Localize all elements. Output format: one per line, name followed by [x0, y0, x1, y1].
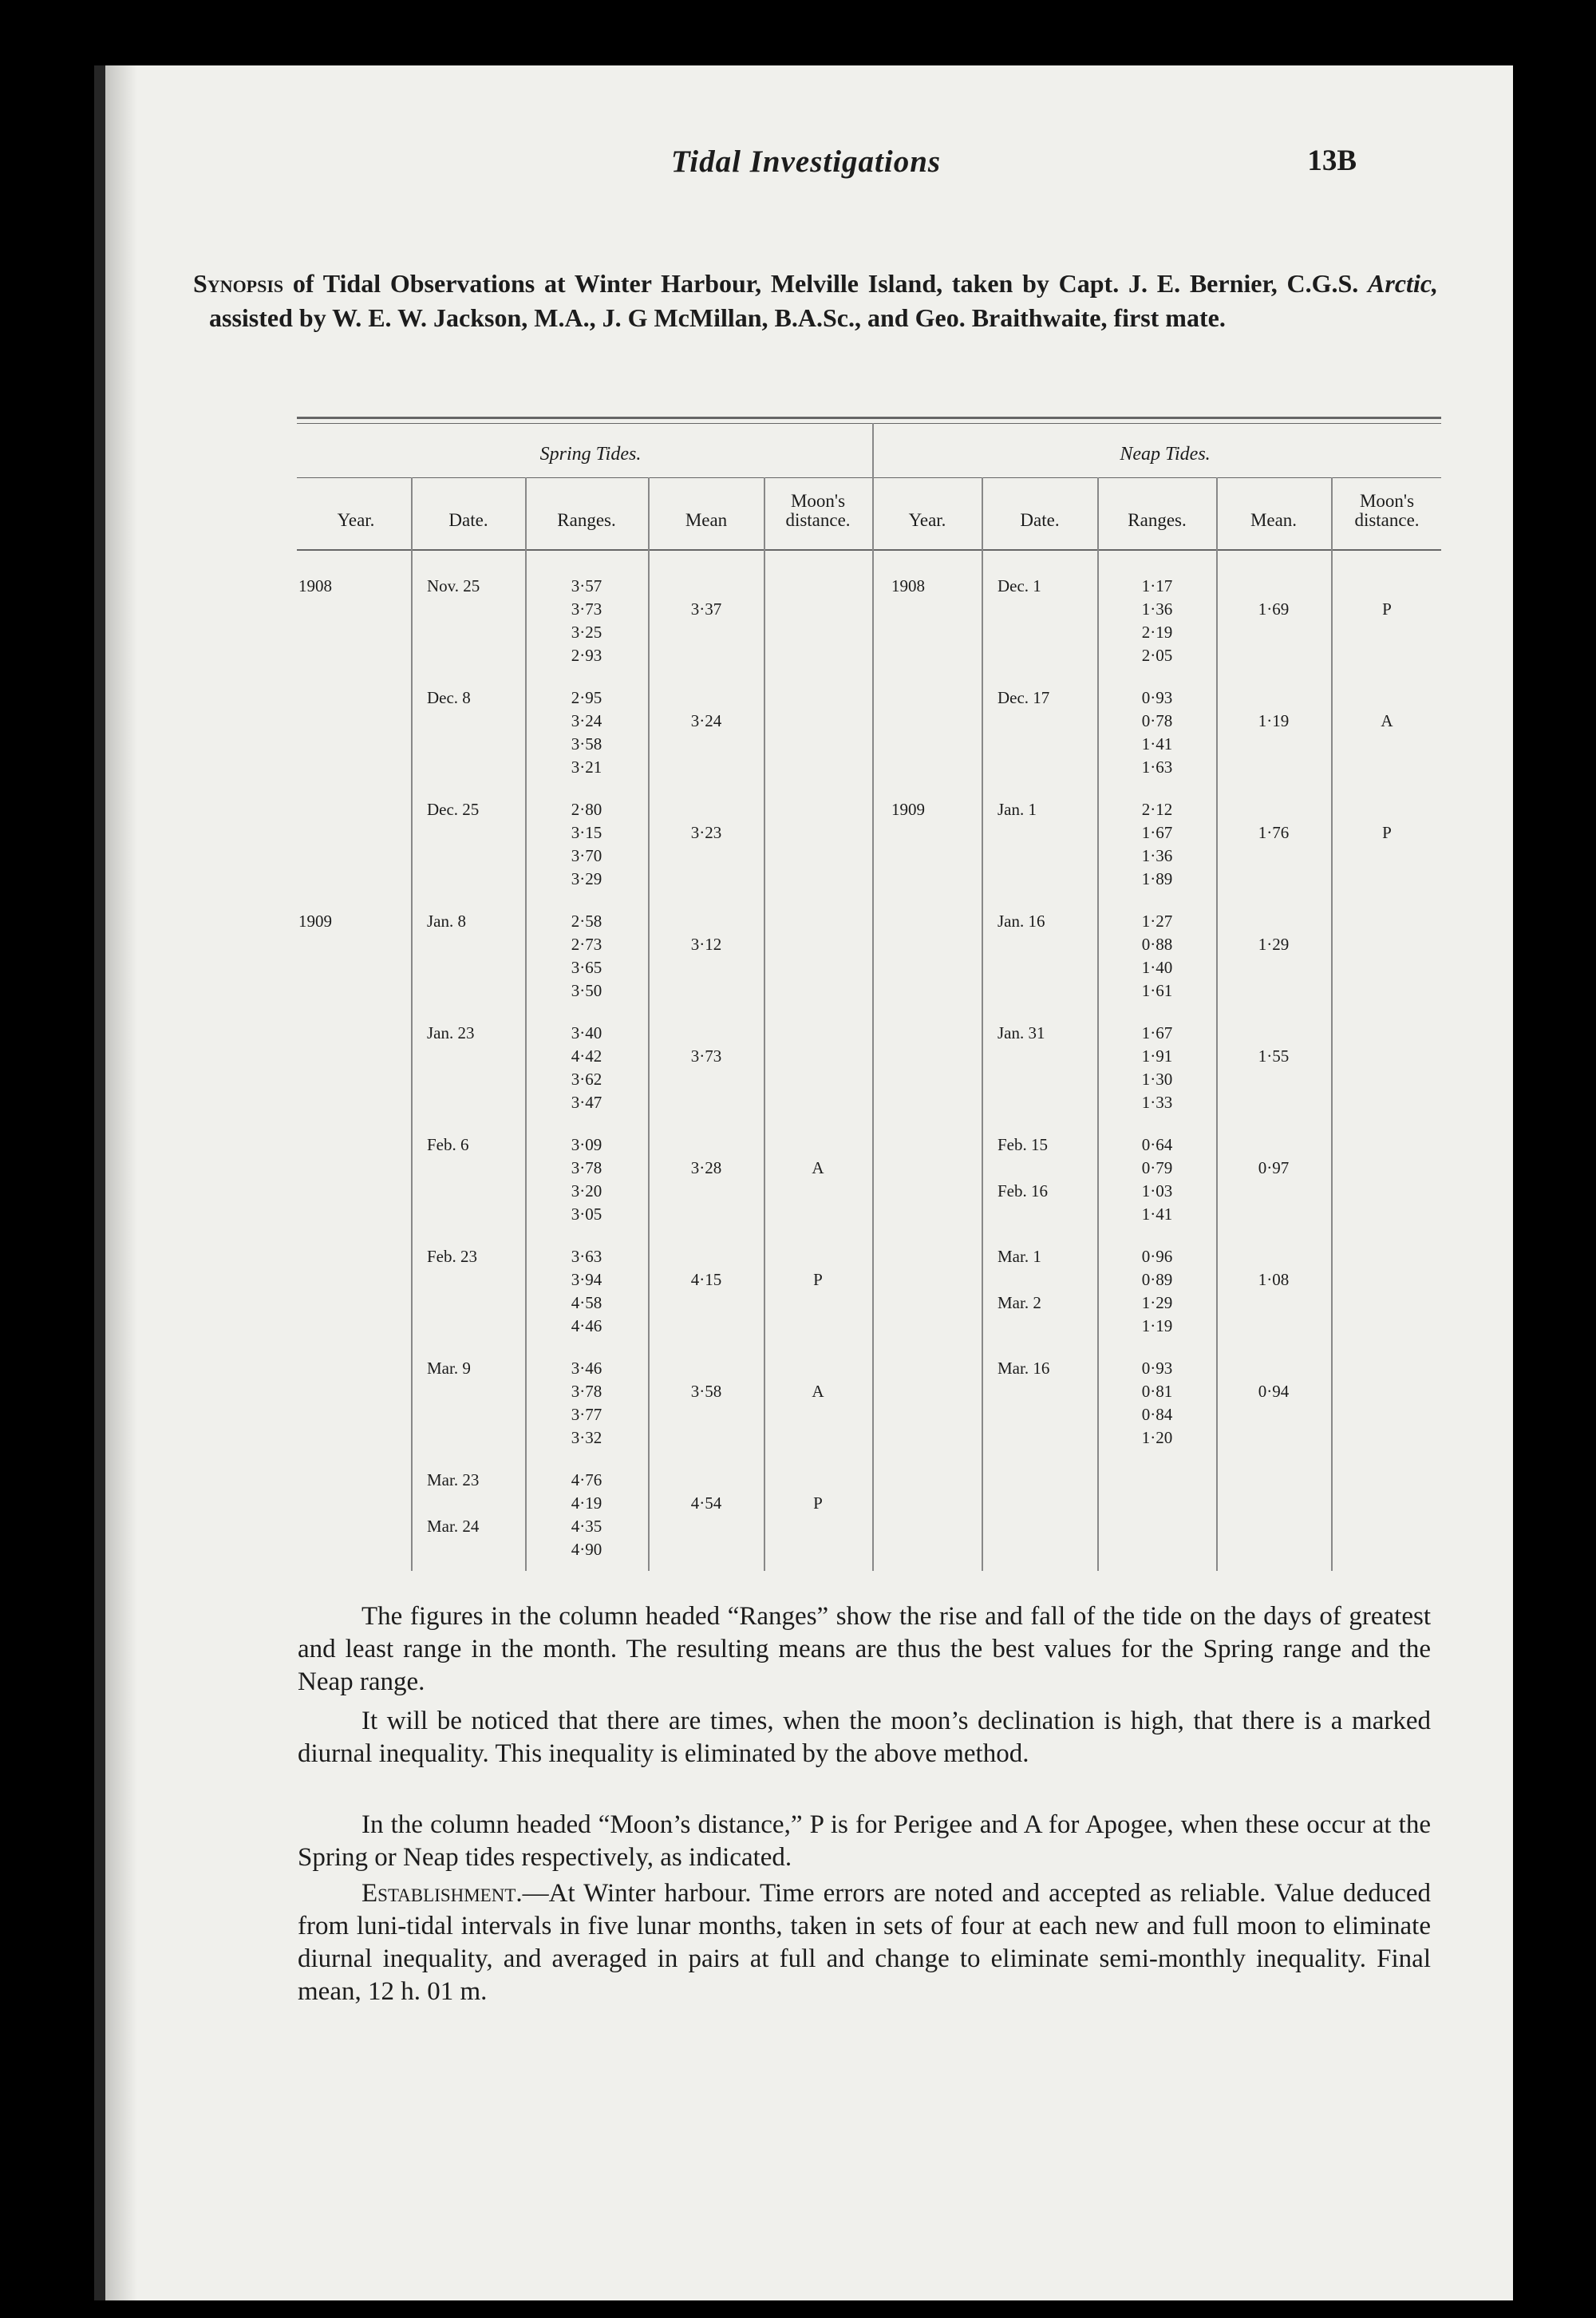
neap-moon-distance-cell: P — [1382, 599, 1392, 619]
col-header-date: Date. — [448, 510, 488, 530]
neap-date-cell: Mar. 1 — [998, 1247, 1041, 1266]
neap-range-cell: 0·93 — [1141, 688, 1173, 707]
spring-date-cell: Feb. 23 — [427, 1247, 477, 1266]
establishment-lead: Establishment. — [361, 1879, 523, 1908]
spring-range-cell: 3·20 — [571, 1181, 602, 1201]
col-header-neap-date: Date. — [1020, 510, 1060, 530]
neap-range-cell: 1·89 — [1141, 869, 1173, 888]
spring-range-cell: 3·46 — [571, 1359, 602, 1378]
neap-range-cell: 0·89 — [1141, 1270, 1173, 1289]
spring-date-cell: Dec. 25 — [427, 800, 480, 819]
neap-range-cell: 2·05 — [1141, 646, 1173, 665]
neap-range-cell: 1·27 — [1141, 912, 1173, 931]
group-header-rule — [297, 477, 1441, 478]
spring-range-cell: 4·46 — [571, 1316, 602, 1335]
spring-moon-distance-cell: P — [813, 1270, 823, 1289]
spine-shadow — [105, 65, 137, 2300]
neap-date-cell: Feb. 16 — [998, 1181, 1048, 1201]
neap-moon-distance-cell: P — [1382, 823, 1392, 842]
neap-mean-cell: 1·08 — [1258, 1270, 1290, 1289]
col-header-neap-moon-distance: Moon's distance. — [1354, 491, 1420, 530]
neap-range-cell: 2·12 — [1141, 800, 1173, 819]
neap-date-cell: Mar. 2 — [998, 1293, 1041, 1312]
spring-year-cell: 1909 — [298, 912, 332, 931]
neap-range-cell: 1·41 — [1141, 1204, 1173, 1224]
neap-date-cell: Jan. 16 — [998, 912, 1045, 931]
spring-range-cell: 3·40 — [571, 1023, 602, 1042]
neap-range-cell: 0·81 — [1141, 1382, 1173, 1401]
spring-range-cell: 4·42 — [571, 1046, 602, 1066]
spring-range-cell: 3·24 — [571, 711, 602, 730]
neap-range-cell: 1·91 — [1141, 1046, 1173, 1066]
spring-range-cell: 4·90 — [571, 1540, 602, 1559]
caption-text-after: assisted by W. E. W. Jackson, M.A., J. G McMillan, B.A.Sc., and Geo. Braithwaite, first mate. — [209, 303, 1226, 332]
note-diurnal-inequality: It will be noticed that there are times, when the moon’s declination is high, that there is a marked diurnal inequality. This inequality is eliminated by the above method. — [298, 1707, 1431, 1768]
table-caption — [193, 267, 1438, 335]
spring-range-cell: 3·62 — [571, 1070, 602, 1089]
col-header-ranges: Ranges. — [557, 510, 616, 530]
neap-range-cell: 0·79 — [1141, 1158, 1173, 1177]
spring-range-cell: 3·65 — [571, 958, 602, 977]
spring-mean-cell: 3·37 — [690, 599, 722, 619]
spring-range-cell: 2·73 — [571, 935, 602, 954]
spring-moon-distance-cell: P — [813, 1493, 823, 1513]
neap-range-cell: 1·03 — [1141, 1181, 1173, 1201]
caption-text: of Tidal Observations at Winter Harbour, Melville Island, taken by Capt. J. E. Bernier, C.G.S. — [292, 269, 1359, 298]
table-top-rule-2 — [297, 423, 1441, 424]
establishment-text: —At Winter harbour. Time errors are noted and accepted as reliable. Value deduced from luni-tidal intervals in five lunar months, taken in sets of four at each new and full moon to eliminate diurnal inequality, and averaged in pairs at full and change to eliminate semi-monthly inequality. Final mean, 12 h. 01 m. — [298, 1879, 1431, 2006]
neap-tides-header: Neap Tides. — [1120, 444, 1211, 465]
neap-year-cell: 1909 — [891, 800, 925, 819]
neap-date-cell: Dec. 1 — [998, 576, 1041, 595]
divider-neap-year-date — [982, 477, 983, 1571]
divider-neap-mean-moon — [1331, 477, 1333, 1571]
neap-range-cell: 1·40 — [1141, 958, 1173, 977]
running-header-title: Tidal Investigations — [670, 144, 942, 179]
neap-range-cell: 1·63 — [1141, 758, 1173, 777]
neap-year-cell: 1908 — [891, 576, 925, 595]
spring-date-cell: Jan. 8 — [427, 912, 466, 931]
divider-ranges-mean — [648, 477, 650, 1571]
spring-tides-header: Spring Tides. — [539, 444, 642, 465]
spring-range-cell: 4·76 — [571, 1470, 602, 1489]
neap-date-cell: Dec. 17 — [998, 688, 1050, 707]
spring-range-cell: 3·47 — [571, 1093, 602, 1112]
neap-range-cell: 1·19 — [1141, 1316, 1173, 1335]
ship-name: Arctic, — [1368, 269, 1439, 298]
spring-date-cell: Mar. 24 — [427, 1517, 480, 1536]
spring-range-cell: 3·09 — [571, 1135, 602, 1154]
divider-neap-ranges-mean — [1216, 477, 1218, 1571]
column-header-rule — [297, 549, 1441, 551]
spring-range-cell: 4·19 — [571, 1493, 602, 1513]
spring-date-cell: Mar. 9 — [427, 1359, 471, 1378]
neap-mean-cell: 1·69 — [1258, 599, 1290, 619]
neap-range-cell: 2·19 — [1141, 623, 1173, 642]
neap-mean-cell: 1·55 — [1258, 1046, 1290, 1066]
neap-range-cell: 1·30 — [1141, 1070, 1173, 1089]
neap-range-cell: 0·93 — [1141, 1359, 1173, 1378]
neap-moon-distance-cell: A — [1381, 711, 1393, 730]
book-spine — [94, 65, 105, 2300]
spring-range-cell: 3·15 — [571, 823, 602, 842]
neap-date-cell: Mar. 16 — [998, 1359, 1050, 1378]
spring-date-cell: Jan. 23 — [427, 1023, 475, 1042]
neap-mean-cell: 1·29 — [1258, 935, 1290, 954]
neap-range-cell: 0·88 — [1141, 935, 1173, 954]
col-header-neap-mean: Mean. — [1250, 510, 1298, 530]
note-moon-distance: In the column headed “Moon’s distance,” P is for Perigee and A for Apogee, when these occur at the Spring or Neap tides respectively, as indicated. — [298, 1810, 1431, 1872]
neap-mean-cell: 0·94 — [1258, 1382, 1290, 1401]
neap-date-cell: Feb. 15 — [998, 1135, 1048, 1154]
neap-range-cell: 1·61 — [1141, 981, 1173, 1000]
col-header-neap-ranges: Ranges. — [1128, 510, 1187, 530]
spring-range-cell: 3·77 — [571, 1405, 602, 1424]
spring-range-cell: 3·57 — [571, 576, 602, 595]
neap-date-cell: Jan. 1 — [998, 800, 1037, 819]
neap-mean-cell: 1·19 — [1258, 711, 1290, 730]
neap-range-cell: 1·67 — [1141, 1023, 1173, 1042]
spring-range-cell: 3·63 — [571, 1247, 602, 1266]
table-top-rule — [297, 417, 1441, 419]
neap-mean-cell: 1·76 — [1258, 823, 1290, 842]
spring-mean-cell: 3·28 — [690, 1158, 722, 1177]
spring-range-cell: 3·94 — [571, 1270, 602, 1289]
col-header-mean: Mean — [685, 510, 728, 530]
note-ranges: The figures in the column headed “Ranges” show the rise and fall of the tide on the days of greatest and least range in the month. The resulting means are thus the best values for the Spring range and the Neap range. — [298, 1602, 1431, 1696]
spring-mean-cell: 3·12 — [690, 935, 722, 954]
spring-range-cell: 3·50 — [571, 981, 602, 1000]
neap-range-cell: 1·33 — [1141, 1093, 1173, 1112]
spring-range-cell: 3·78 — [571, 1382, 602, 1401]
spring-range-cell: 3·73 — [571, 599, 602, 619]
neap-range-cell: 1·41 — [1141, 734, 1173, 754]
neap-mean-cell: 0·97 — [1258, 1158, 1290, 1177]
spring-range-cell: 2·95 — [571, 688, 602, 707]
spring-moon-distance-cell: A — [812, 1158, 824, 1177]
spring-range-cell: 3·70 — [571, 846, 602, 865]
spring-range-cell: 3·05 — [571, 1204, 602, 1224]
neap-range-cell: 1·17 — [1141, 576, 1173, 595]
spring-range-cell: 2·58 — [571, 912, 602, 931]
neap-range-cell: 1·36 — [1141, 599, 1173, 619]
neap-date-cell: Jan. 31 — [998, 1023, 1045, 1042]
spring-mean-cell: 4·15 — [690, 1270, 722, 1289]
spring-date-cell: Feb. 6 — [427, 1135, 469, 1154]
spring-range-cell: 4·58 — [571, 1293, 602, 1312]
spring-range-cell: 3·21 — [571, 758, 602, 777]
spring-mean-cell: 3·73 — [690, 1046, 722, 1066]
neap-range-cell: 0·96 — [1141, 1247, 1173, 1266]
spring-date-cell: Nov. 25 — [427, 576, 480, 595]
neap-range-cell: 0·84 — [1141, 1405, 1173, 1424]
spring-mean-cell: 3·24 — [690, 711, 722, 730]
caption-lead: Synopsis — [193, 269, 284, 298]
spring-range-cell: 2·80 — [571, 800, 602, 819]
neap-range-cell: 1·29 — [1141, 1293, 1173, 1312]
neap-range-cell: 0·78 — [1141, 711, 1173, 730]
col-header-moon-distance: Moon's distance. — [785, 491, 851, 530]
spring-range-cell: 4·35 — [571, 1517, 602, 1536]
col-header-year: Year. — [337, 510, 375, 530]
spring-year-cell: 1908 — [298, 576, 332, 595]
note-establishment — [298, 1877, 1431, 2008]
spring-range-cell: 3·78 — [571, 1158, 602, 1177]
spring-date-cell: Mar. 23 — [427, 1470, 480, 1489]
page-number: 13B — [1307, 144, 1357, 177]
spring-mean-cell: 3·23 — [690, 823, 722, 842]
spring-mean-cell: 3·58 — [690, 1382, 722, 1401]
spring-moon-distance-cell: A — [812, 1382, 824, 1401]
spring-range-cell: 3·32 — [571, 1428, 602, 1447]
spring-range-cell: 3·58 — [571, 734, 602, 754]
spring-mean-cell: 4·54 — [690, 1493, 722, 1513]
divider-spring-neap — [872, 423, 874, 1571]
spring-range-cell: 3·25 — [571, 623, 602, 642]
divider-year-date — [411, 477, 413, 1571]
spring-date-cell: Dec. 8 — [427, 688, 471, 707]
neap-range-cell: 1·36 — [1141, 846, 1173, 865]
divider-mean-moon — [764, 477, 765, 1571]
neap-range-cell: 1·67 — [1141, 823, 1173, 842]
col-header-neap-year: Year. — [908, 510, 946, 530]
neap-range-cell: 1·20 — [1141, 1428, 1173, 1447]
spring-range-cell: 3·29 — [571, 869, 602, 888]
neap-range-cell: 0·64 — [1141, 1135, 1173, 1154]
spring-range-cell: 2·93 — [571, 646, 602, 665]
